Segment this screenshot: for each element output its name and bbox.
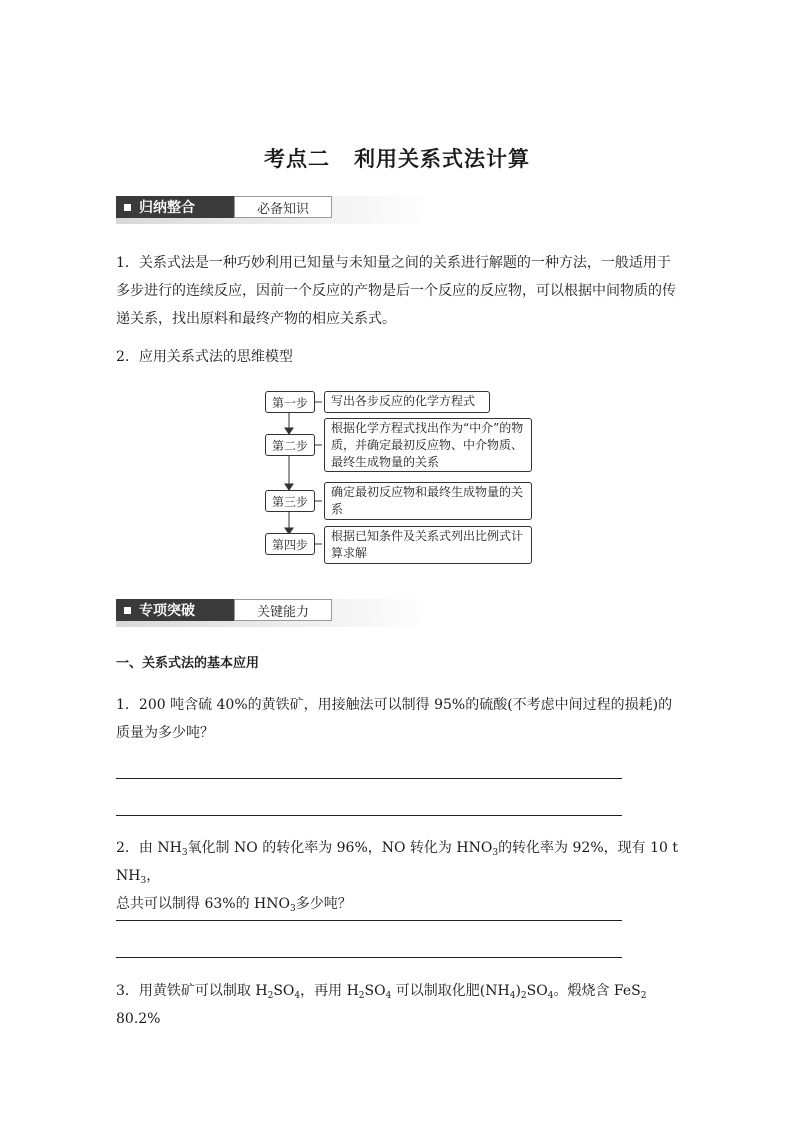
square-icon bbox=[124, 607, 131, 614]
flow-step-1: 第一步 bbox=[265, 391, 315, 413]
subheading-basic-application: 一、关系式法的基本应用 bbox=[116, 656, 260, 671]
question-3: 3．用黄铁矿可以制取 $H_2SO_4$，再用 $H_2SO_4$ 可以制取化肥$(NH_4)_2SO_4$。煅烧含 FeS$_2$ 80.2% bbox=[116, 983, 647, 1027]
section2-dark-text: 专项突破 bbox=[139, 603, 195, 619]
flow-desc-1: 写出各步反应的化学方程式 bbox=[324, 391, 490, 413]
banner-shadow bbox=[116, 621, 432, 627]
flow-desc-2: 根据化学方程式找出作为“中介”的物质，并确定最初反应物、中介物质、最终生成物量的关系 bbox=[324, 418, 532, 472]
answer-line-q2-a[interactable] bbox=[116, 920, 622, 921]
flow-step-4: 第四步 bbox=[265, 533, 315, 555]
answer-line-q1-a[interactable] bbox=[116, 778, 622, 779]
title-part2: 利用关系式法计算 bbox=[354, 146, 530, 171]
answer-line-q2-b[interactable] bbox=[116, 957, 622, 958]
flow-step-2: 第二步 bbox=[265, 434, 315, 456]
paragraph-model-heading: 2．应用关系式法的思维模型 bbox=[116, 349, 293, 365]
flow-desc-4: 根据已知条件及关系式列出比例式计算求解 bbox=[324, 526, 532, 564]
section-dark-label bbox=[116, 599, 234, 621]
question-1: 1．200 吨含硫 40%的黄铁矿，用接触法可以制得 95%的硫酸(不考虑中间过程的损耗)的质量为多少吨？ bbox=[116, 697, 673, 741]
section1-light-label: 必备知识 bbox=[234, 196, 332, 218]
paragraph-definition: 1．关系式法是一种巧妙利用已知量与未知量之间的关系进行解题的一种方法，一般适用于多步进行的连续反应，因前一个反应的产物是后一个反应的反应物，可以根据中间物质的传递关系，找出原料和最终产物的相应关系式。 bbox=[116, 255, 676, 327]
question-2: 2．由 $NH_3$氧化制 NO 的转化率为 96%，NO 转化为 $HNO_3$的转化率为 92%，现有 10 t $NH_3$， 总共可以制得 63%的 $HNO_3$多少吨？ bbox=[116, 840, 678, 914]
section-banner-practice bbox=[116, 599, 432, 621]
section1-dark-text: 归纳整合 bbox=[139, 200, 195, 216]
flow-step-3: 第三步 bbox=[265, 490, 315, 512]
answer-line-q1-b[interactable] bbox=[116, 815, 622, 816]
flow-desc-3: 确定最初反应物和最终生成物量的关系 bbox=[324, 482, 532, 520]
title-part1: 考点二 bbox=[264, 146, 330, 171]
section2-light-label: 关键能力 bbox=[234, 599, 332, 621]
